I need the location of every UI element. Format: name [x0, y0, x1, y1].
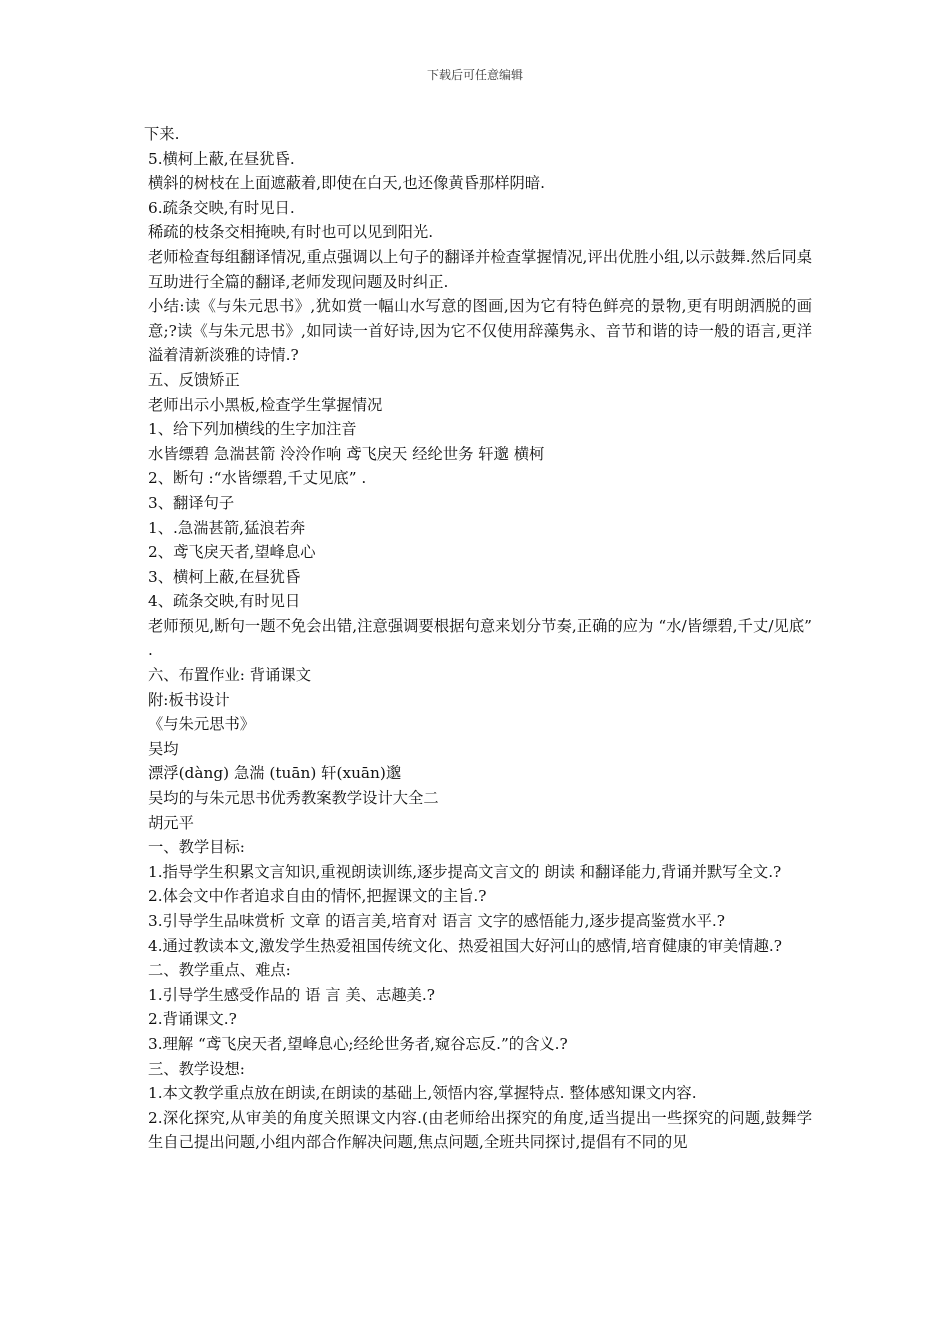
- text-paragraph: 4.通过教读本文,激发学生热爱祖国传统文化、热爱祖国大好河山的感情,培育健康的审美情趣.?: [148, 936, 782, 955]
- text-line: 老师出示小黑板,检查学生掌握情况: [148, 395, 383, 414]
- text-paragraph: 2.深化探究,从审美的角度关照课文内容.(由老师给出探究的角度,适当提出一些探究的问题,鼓舞学生自己提出问题,小组内部合作解决问题,焦点问题,全班共同探讨,提倡有不同的见: [148, 1108, 812, 1152]
- text-line: 1.本文教学重点放在朗读,在朗读的基础上,领悟内容,掌握特点. 整体感知课文内容.: [148, 1084, 697, 1103]
- section-heading: 三、教学设想:: [148, 1059, 245, 1078]
- text-line: 吴均的与朱元思书优秀教案教学设计大全二: [148, 789, 439, 808]
- text-line: 3、翻译句子: [148, 493, 235, 512]
- text-line: 稀疏的枝条交相掩映,有时也可以见到阳光.: [148, 223, 434, 242]
- text-line: 吴均: [148, 739, 179, 758]
- text-line: 5.横柯上蔽,在昼犹昏.: [148, 149, 295, 168]
- document-body: [144, 122, 812, 1155]
- text-line: 附:板书设计: [148, 690, 230, 709]
- text-paragraph: 小结:读《与朱元思书》,犹如赏一幅山水写意的图画,因为它有特色鲜亮的景物,更有明朗洒脱的画意;?读《与朱元思书》,如同读一首好诗,因为它不仅使用辞藻隽永、音节和谐的诗一般的语言,更洋溢着清新淡雅的诗情.?: [148, 297, 812, 365]
- text-line: 2.背诵课文.?: [148, 1010, 237, 1029]
- text-paragraph: 老师检查每组翻译情况,重点强调以上句子的翻译并检查掌握情况,评出优胜小组,以示鼓舞.然后同桌互助进行全篇的翻译,老师发现问题及时纠正.: [148, 247, 812, 291]
- text-line: 3.理解 “鸢飞戾天者,望峰息心;经纶世务者,窥谷忘反.”的含义.?: [148, 1034, 568, 1053]
- section-heading: 一、教学目标:: [148, 838, 245, 857]
- text-line: 2、鸢飞戾天者,望峰息心: [148, 543, 316, 562]
- text-line: 1、给下列加横线的生字加注音: [148, 420, 357, 439]
- text-line: 水皆缥碧 急湍甚箭 泠泠作响 鸢飞戾天 经纶世务 轩邈 横柯: [148, 444, 545, 463]
- section-heading: 二、教学重点、难点:: [148, 961, 291, 980]
- text-line: 1、.急湍甚箭,猛浪若奔: [148, 518, 306, 537]
- text-paragraph: 老师预见,断句一题不免会出错,注意强调要根据句意来划分节奏,正确的应为 “水/皆缥碧,千丈/见底” .: [148, 616, 812, 660]
- text-line: 1.引导学生感受作品的 语 言 美、志趣美.?: [148, 985, 435, 1004]
- text-line: 2.体会文中作者追求自由的情怀,把握课文的主旨.?: [148, 887, 487, 906]
- text-line: 4、疏条交映,有时见日: [148, 592, 301, 611]
- text-line: 横斜的树枝在上面遮蔽着,即使在白天,也还像黄昏那样阴暗.: [148, 174, 546, 193]
- section-heading: 六、布置作业: 背诵课文: [148, 666, 311, 685]
- section-heading: 五、反馈矫正: [148, 370, 240, 389]
- text-line: 6.疏条交映,有时见日.: [148, 198, 295, 217]
- text-line: 3、横柯上蔽,在昼犹昏: [148, 567, 301, 586]
- text-line: 胡元平: [148, 813, 194, 832]
- text-line: 《与朱元思书》: [148, 715, 256, 734]
- text-line: 2、断句 :“水皆缥碧,千丈见底” .: [148, 469, 367, 488]
- text-line: 漂浮(dàng) 急湍 (tuān) 轩(xuān)邈: [148, 764, 402, 783]
- text-line: 下来.: [144, 125, 180, 143]
- text-line: 3.引导学生品味赏析 文章 的语言美,培育对 语言 文字的感悟能力,逐步提高鉴赏水平.?: [148, 912, 725, 930]
- text-paragraph: 1.指导学生积累文言知识,重视朗读训练,逐步提高文言文的 朗读 和翻译能力,背诵并默写全文.?: [148, 862, 782, 881]
- page-header: 下载后可任意编辑: [426, 68, 523, 82]
